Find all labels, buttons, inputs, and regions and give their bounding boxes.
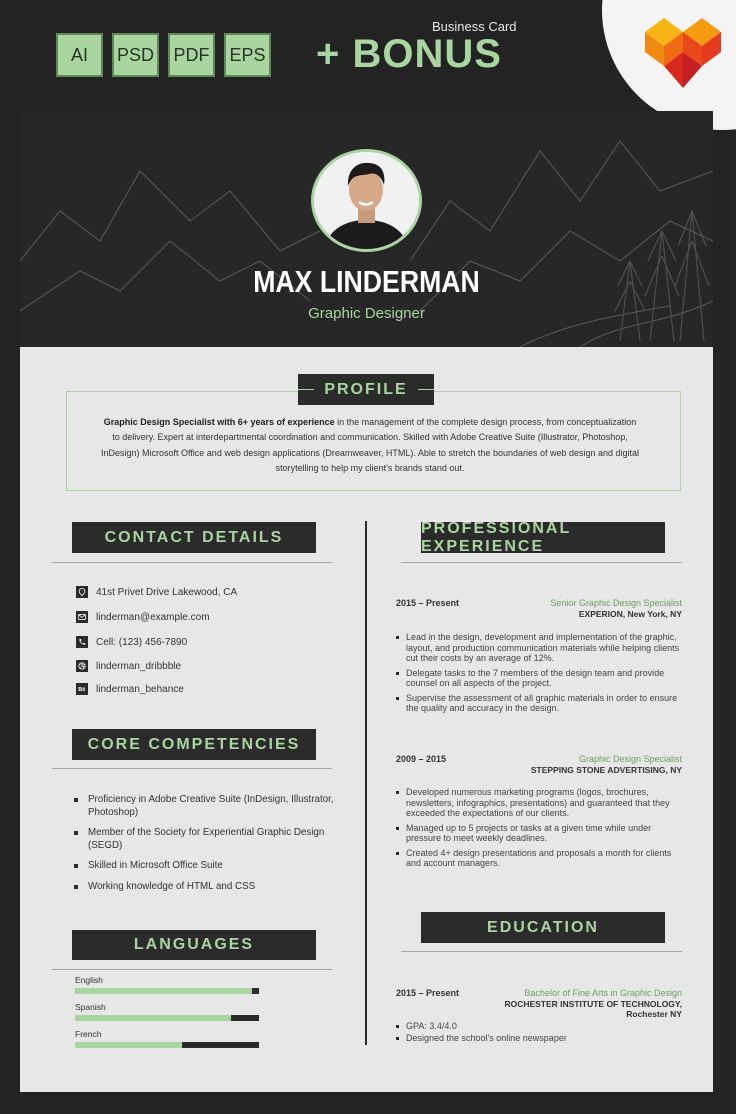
heading-dash [418, 389, 434, 390]
languages-heading [72, 930, 316, 960]
contact-address-text: 41st Privet Drive Lakewood, CA [96, 586, 238, 598]
candidate-name: MAX LINDERMAN [253, 264, 480, 299]
job-date: 2009 – 2015 [396, 754, 447, 764]
format-badge-pdf: PDF [168, 33, 215, 77]
format-badge-eps: EPS [224, 33, 271, 77]
contact-dribbble[interactable] [76, 660, 181, 672]
list-item: Working knowledge of HTML and CSS [74, 881, 344, 894]
education-bullets [396, 1021, 682, 1047]
brand-logo-icon [645, 18, 721, 88]
education-rule [401, 951, 682, 952]
location-icon [76, 586, 88, 598]
list-item: Created 4+ design presentations and proposals a month for clients and account managers. [396, 848, 682, 869]
phone-icon [76, 636, 88, 648]
behance-icon [76, 683, 88, 695]
languages-heading-text: LANGUAGES [133, 936, 255, 953]
education-institution [504, 999, 682, 1019]
list-item: Delegate tasks to the 7 members of the design team and provide counsel on all aspects of the project. [396, 668, 682, 689]
job-organization: EXPERION, New York, NY [578, 609, 682, 619]
list-item: Designed the school's online newspaper [396, 1033, 682, 1044]
heading-dash [298, 389, 314, 390]
person-avatar-icon [314, 152, 419, 249]
language-level-fill [75, 988, 252, 994]
language-level-fill [75, 1015, 231, 1021]
education-entry [396, 988, 682, 1058]
job-title: Graphic Design Specialist [578, 754, 682, 764]
format-badge-ai: AI [56, 33, 103, 77]
language-name: French [75, 1029, 102, 1039]
profile-heading-text: PROFILE [324, 380, 408, 398]
list-item: Lead in the design, development and implementation of the graphic, layout, and production communication materials while helping clients cut their costs by an average of 12%. [396, 632, 682, 664]
profile-summary-body: in the management of the complete design process, from conceptualization to delivery. Expert at interdepartmental coordination and communication. Skilled with Adobe Creative Suite (Illustrator, Photoshop, InDesign) Microsoft Office and web design applications (Dreamweaver, HTML). Able to stretch the boundaries of web design and digital storytelling to help my client's brands stand out. [100, 417, 640, 473]
svg-text:Bē: Bē [78, 687, 86, 693]
competencies-heading [72, 729, 316, 760]
education-heading [421, 912, 665, 943]
format-badges [56, 33, 271, 77]
list-item: GPA: 3.4/4.0 [396, 1021, 682, 1032]
profile-heading [298, 374, 434, 405]
languages-rule [52, 969, 332, 970]
contact-rule [52, 562, 332, 563]
competencies-rule [52, 768, 332, 769]
education-institution-line: Rochester NY [626, 1009, 682, 1019]
language-name: English [75, 975, 103, 985]
language-spanish [75, 1002, 259, 1021]
competencies-list [74, 794, 344, 901]
education-heading-text: EDUCATION [487, 918, 599, 936]
list-item: Supervise the assessment of all graphic materials in order to ensure the quality and accuracy in the design. [396, 693, 682, 714]
contact-email-text[interactable]: linderman@example.com [96, 611, 210, 623]
language-name: Spanish [75, 1002, 106, 1012]
bonus-subtitle: Business Card [432, 19, 517, 34]
education-institution-line: ROCHESTER INSTITUTE OF TECHNOLOGY, [504, 999, 682, 1009]
contact-behance-text[interactable]: linderman_behance [96, 683, 184, 695]
language-level-bar [75, 1042, 259, 1048]
language-french [75, 1029, 259, 1048]
contact-email[interactable] [76, 611, 210, 623]
contact-address [76, 586, 237, 598]
contact-dribbble-text[interactable]: linderman_dribbble [96, 660, 182, 672]
resume-sheet [20, 111, 713, 1092]
contact-phone-text: Cell: (123) 456-7890 [96, 636, 188, 648]
candidate-role: Graphic Designer [308, 305, 425, 322]
job-organization: STEPPING STONE ADVERTISING, NY [530, 765, 682, 775]
job-bullets [396, 632, 682, 718]
list-item: Member of the Society for Experiential Graphic Design (SEGD) [74, 827, 344, 852]
language-level-fill [75, 1042, 182, 1048]
dribbble-icon [76, 660, 88, 672]
language-level-bar [75, 1015, 259, 1021]
job-title: Senior Graphic Design Specialist [550, 598, 682, 608]
education-degree: Bachelor of Fine Arts in Graphic Design [524, 988, 682, 998]
column-divider [365, 521, 367, 1045]
experience-heading [421, 519, 665, 555]
profile-summary [100, 415, 640, 476]
job-entry [396, 754, 682, 884]
list-item: Proficiency in Adobe Creative Suite (InDesign, Illustrator, Photoshop) [74, 794, 344, 819]
competencies-heading-text: CORE COMPETENCIES [87, 735, 301, 753]
profile-photo [311, 149, 422, 252]
contact-heading-text: CONTACT DETAILS [104, 528, 284, 546]
contact-behance[interactable] [76, 683, 184, 695]
mail-icon [76, 611, 88, 623]
list-item: Developed numerous marketing programs (logos, brochures, newsletters, infographics, presentations) and guaranteed that they exceeded the expectations of our clients. [396, 787, 682, 819]
list-item: Skilled in Microsoft Office Suite [74, 860, 344, 873]
language-level-bar [75, 988, 259, 994]
experience-heading-text: PROFESSIONAL EXPERIENCE [421, 519, 571, 555]
resume-header [20, 111, 713, 347]
job-entry [396, 598, 682, 728]
list-item: Managed up to 5 projects or tasks at a given time while under pressure to meet weekly deadlines. [396, 823, 682, 844]
job-date: 2015 – Present [396, 598, 460, 608]
education-date: 2015 – Present [396, 988, 460, 998]
job-bullets [396, 787, 682, 873]
contact-heading [72, 522, 316, 553]
bonus-label: + BONUS [316, 32, 502, 76]
contact-phone [76, 636, 187, 648]
format-badge-psd: PSD [112, 33, 159, 77]
profile-summary-bold: Graphic Design Specialist with 6+ years of experience [103, 417, 335, 427]
language-english [75, 975, 259, 994]
experience-rule [401, 562, 682, 563]
